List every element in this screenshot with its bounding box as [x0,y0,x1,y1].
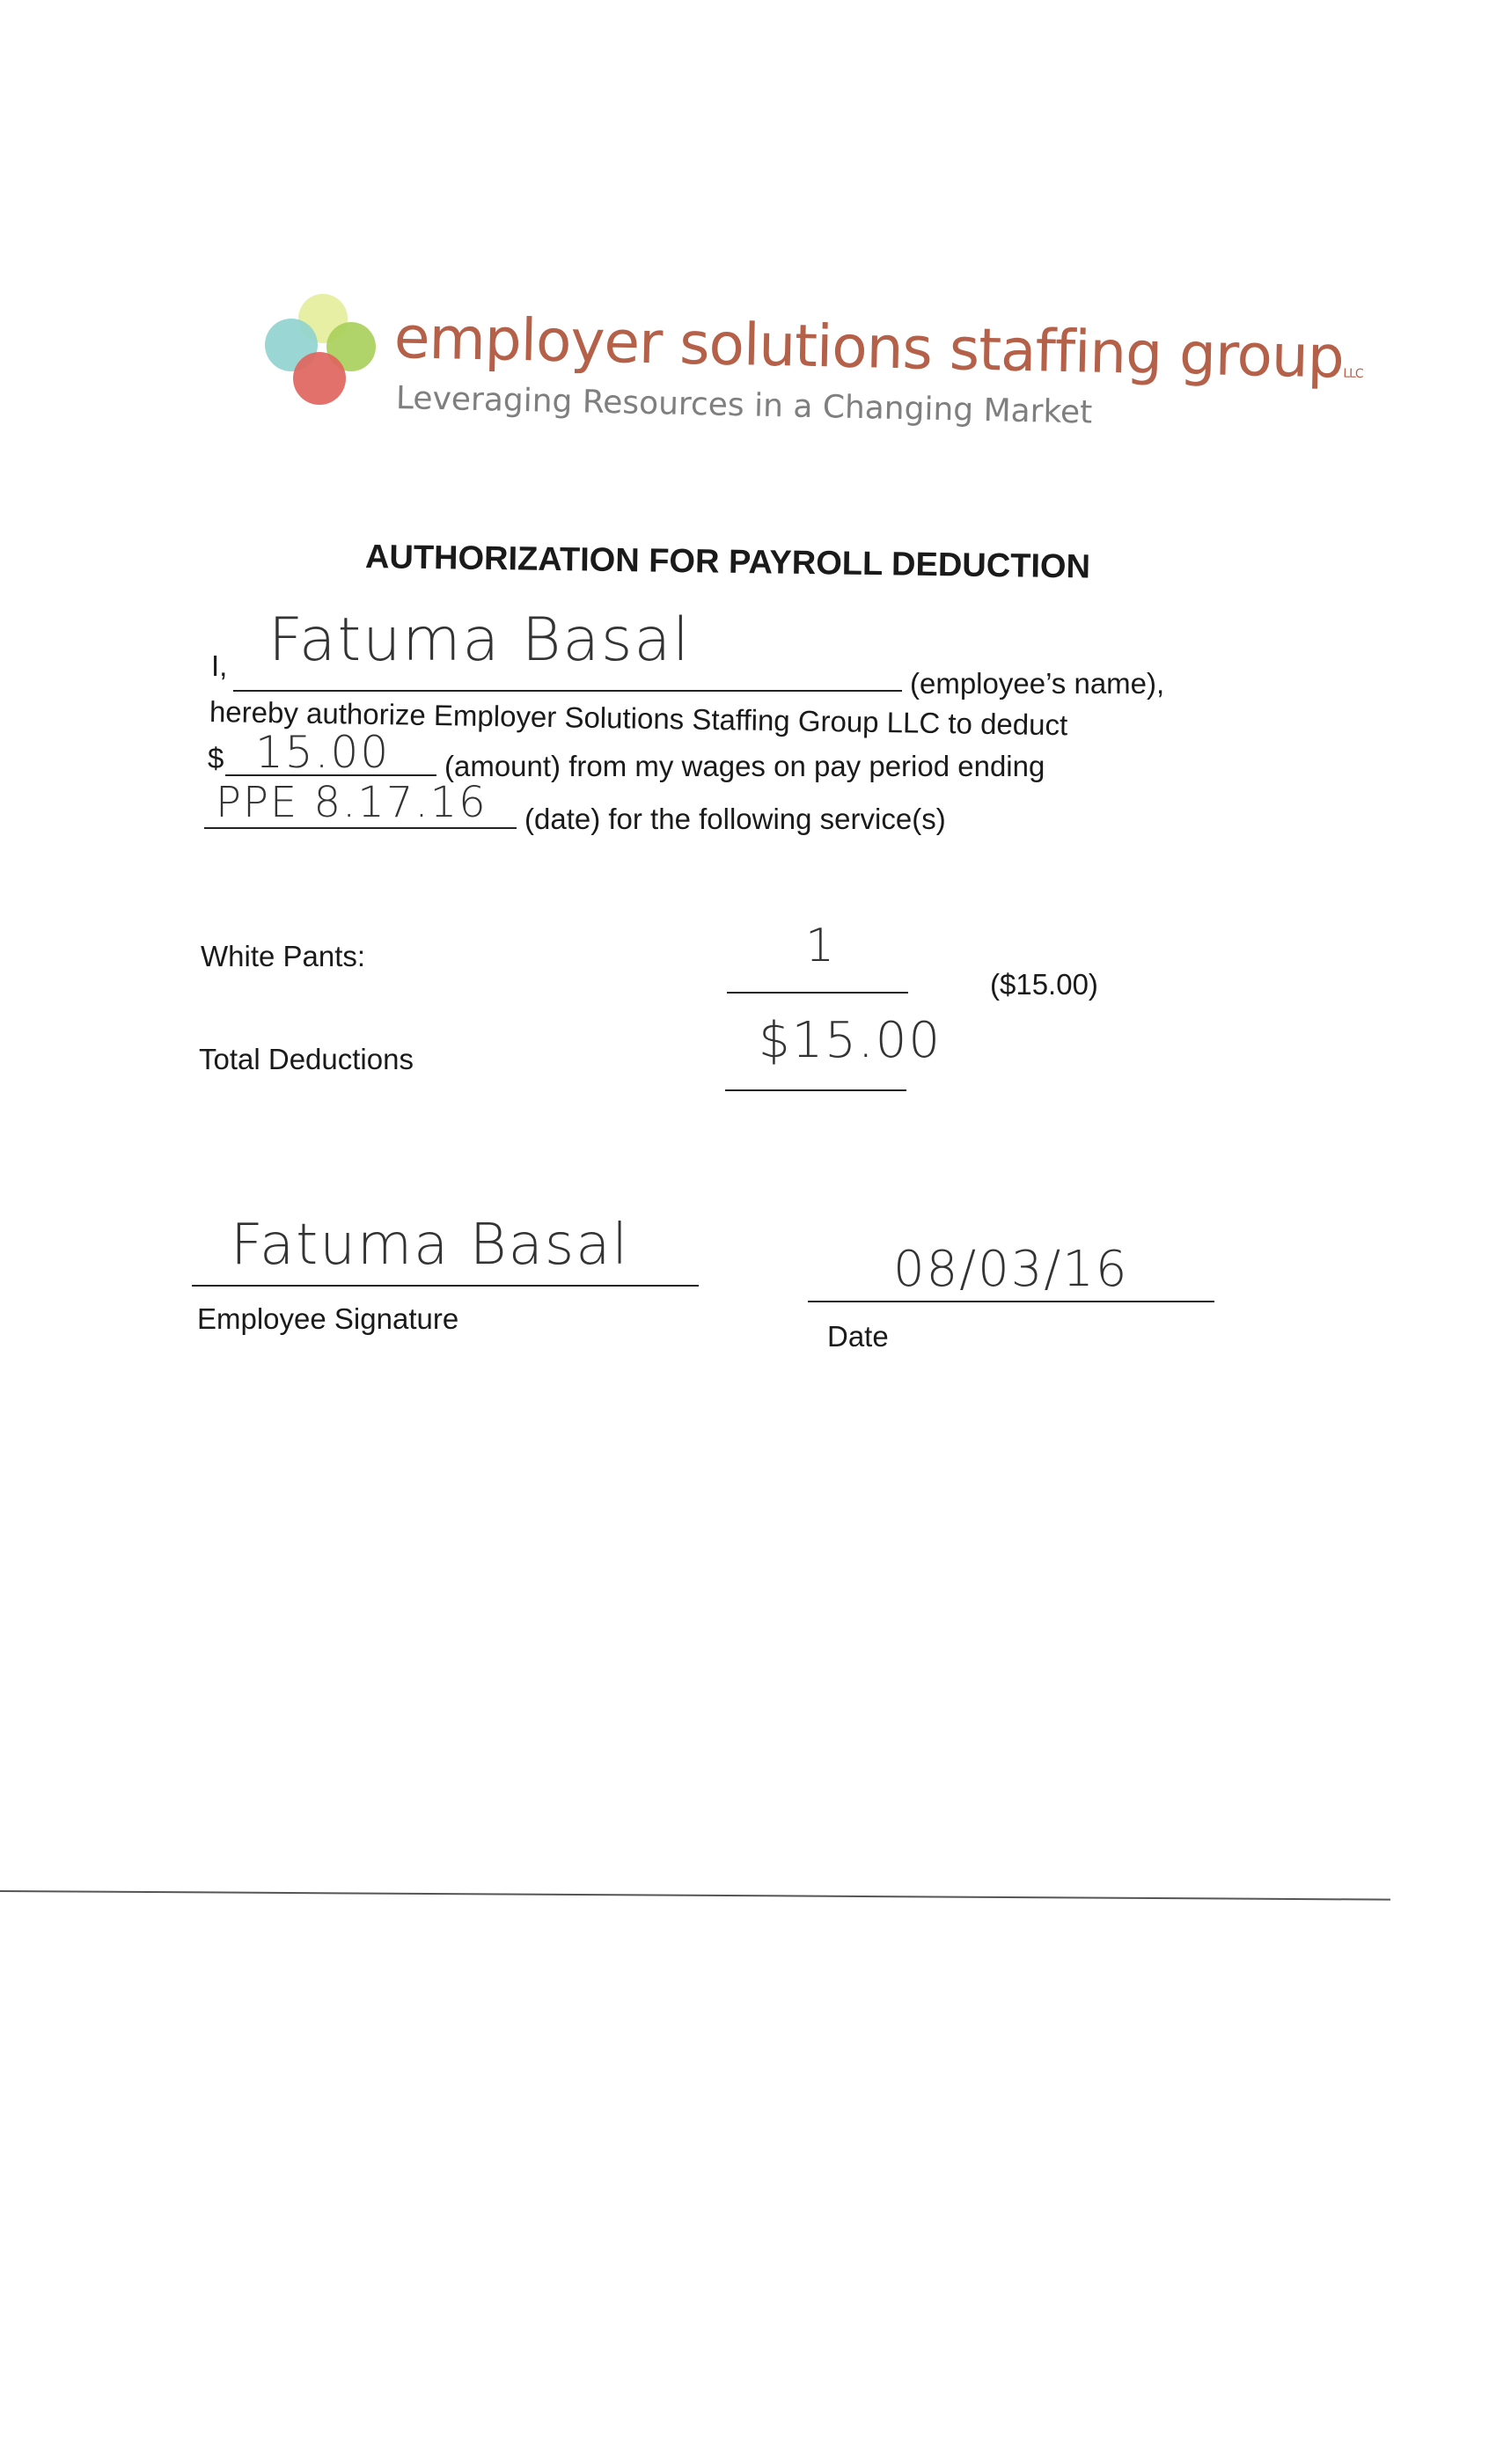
period-handwritten: PPE 8.17.16 [216,778,488,827]
form-title: AUTHORIZATION FOR PAYROLL DEDUCTION [364,539,1091,586]
company-name [393,304,1364,392]
company-tagline: Leveraging Resources in a Changing Market [395,380,1093,431]
employee-name-line [233,690,902,692]
item-qty-line [727,992,908,994]
date-line [808,1301,1214,1302]
signature-line [192,1285,699,1287]
date-handwritten: 08/03/16 [893,1241,1129,1298]
employee-name-label: (employee’s name), [910,667,1165,700]
total-handwritten: $15.00 [759,1012,942,1069]
company-name-text: employer solutions staffing group [393,304,1345,392]
total-label: Total Deductions [199,1043,414,1075]
authorize-text: hereby authorize Employer Solutions Staffing Group LLC to deduct [209,695,1068,742]
period-line [204,827,517,829]
company-logo-icon [260,290,383,414]
employee-signature-handwritten: Fatuma Basal [231,1213,630,1278]
item-price: ($15.00) [990,968,1098,1001]
item-qty-handwritten: 1 [805,920,837,972]
signature-label: Employee Signature [197,1302,459,1335]
total-line [725,1089,906,1091]
date-label: Date [827,1320,889,1353]
trademark: LLC [1343,366,1363,382]
amount-handwritten: 15.00 [255,727,391,778]
item-label: White Pants: [201,940,366,972]
period-label: (date) for the following service(s) [524,803,946,835]
scan-divider-line [0,1890,1390,1901]
amount-label: (amount) from my wages on pay period ending [444,750,1045,782]
employee-name-handwritten: Fatuma Basal [268,605,692,675]
i-prefix: I, [211,649,228,682]
dollar-sign: $ [208,742,224,774]
